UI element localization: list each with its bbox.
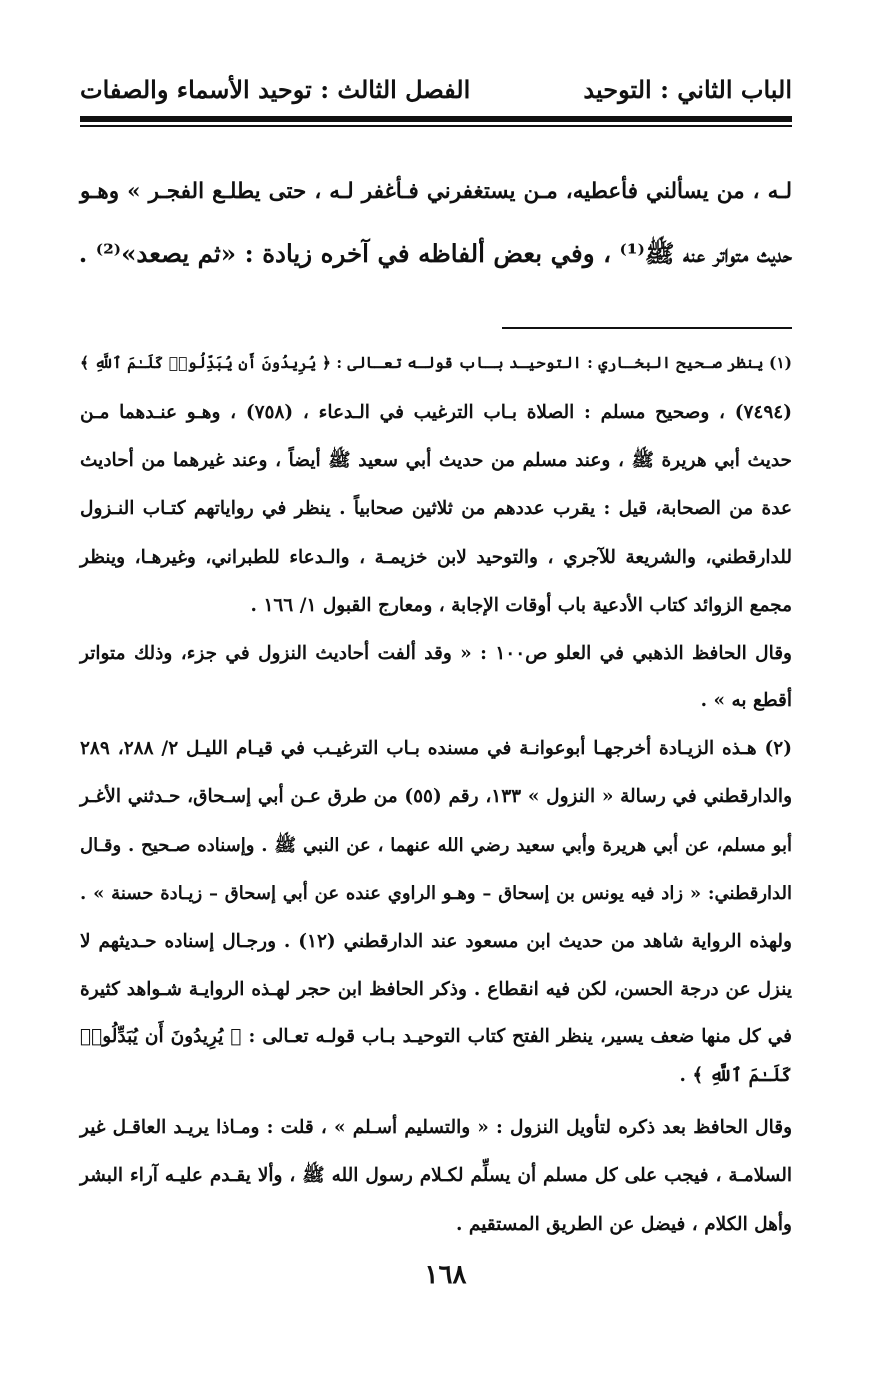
footnote-line: الدارقطني: « زاد فيه يونس بن إسحاق – وهـو الراوي عنده عن أبي إسحاق – زيـادة حسنة » .: [80, 883, 792, 904]
footnote-line: ولهذه الرواية شاهد من حديث ابن مسعود عند الدارقطني (١٢) . ورجـال إسناده حـديثهم لا: [80, 931, 792, 952]
footnote-line: (٧٤٩٤) ، وصحيح مسلم : الصلاة بـاب الترغيب في الـدعاء ، (٧٥٨) ، وهـو عنـدهما مـن: [80, 402, 793, 423]
footnote-line: أبو مسلم، عن أبي هريرة وأبي سعيد رضي الله عنهما ، عن النبي ﷺ . وإسناده صـحيح . وقـال: [80, 835, 792, 856]
footnote-line: في كل منها ضعف يسير، ينظر الفتح كتاب التوحيـد بـاب قولـه تعـالى : ﴿ يُرِيدُونَ أَن يُبَدِّلُوا۟: [80, 1026, 792, 1047]
header-rule-thick: [80, 116, 792, 122]
footnote-line: وقال الحافظ الذهبي في العلو ص١٠٠ : « وقد ألفت أحاديث النزول في جزء، وذلك متواتر: [80, 643, 792, 664]
footnote-line: للدارقطني، والشريعة للآجري ، والتوحيد لابن خزيمـة ، والـدعاء للطبراني، وغيرهـا، وينظر: [80, 547, 792, 568]
footnote-line: ينزل عن درجة الحسن، لكن فيه انقطاع . وذكر الحافظ ابن حجر لهـذه الروايـة شـواهد كثيرة: [80, 979, 792, 1000]
footnote-line: (١) ينظر صـحيح البخـاري : التوحيـد بـاب قولـه تعـالى : ﴿ يُرِيدُونَ أَن يُبَدِّلُوا۟ كَلَـٰمَ ٱللَّهِ ﴾: [80, 353, 792, 372]
footnote-line: والدارقطني في رسالة « النزول » ١٣٣، رقم (٥٥) من طرق عـن أبي إسـحاق، حـدثني الأغـر: [80, 786, 793, 807]
footnote-line: عدة من الصحابة، قيل : يقرب عددهم من ثلاثين صحابياً . ينظر في رواياتهم كتـاب النـزول: [80, 498, 792, 519]
body-text-line: لـه ، من يسألني فأعطيه، مـن يستغفرني فـأغفر لـه ، حتى يطلـع الفجـر » وهـو: [80, 179, 792, 204]
footnote-separator: [502, 327, 792, 329]
header-rule-thin: [80, 125, 792, 127]
footnote-line: (٢) هـذه الزيـادة أخرجهـا أبوعوانـة في مسنده بـاب الترغيـب في قيـام الليـل ٢/ ٢٨٨، ٢٨٩: [80, 738, 792, 759]
header-chapter: الباب الثاني : التوحيد: [583, 75, 792, 104]
footnote-line: السلامـة ، فيجب على كل مسلم أن يسلِّم لكـلام رسول الله ﷺ ، وألا يقـدم عليـه آراء البشر: [80, 1165, 792, 1186]
footnote-line: كَلَـٰمَ ٱللَّهِ ﴾ .: [679, 1065, 792, 1086]
header-section: الفصل الثالث : توحيد الأسماء والصفات: [80, 75, 471, 104]
footnote-line: وقال الحافظ بعد ذكره لتأويل النزول : « والتسليم أسـلم » ، قلت : ومـاذا يريـد العاقـل غير: [80, 1117, 792, 1138]
running-header: [80, 70, 792, 110]
body-text-line: حديث متواتر عنه ﷺ⁽¹⁾ ، وفي بعض ألفاظه في آخره زيادة : «ثم يصعد»⁽²⁾ .: [78, 239, 792, 268]
footnote-line: حديث أبي هريرة ﷺ ، وعند مسلم من حديث أبي سعيد ﷺ أيضاً ، وعند غيرهما من أحاديث: [80, 450, 792, 471]
page-number: ١٦٨: [424, 1260, 467, 1290]
footnote-line: مجمع الزوائد كتاب الأدعية باب أوقات الإجابة ، ومعارج القبول ١/ ١٦٦ .: [250, 595, 792, 616]
footnote-line: وأهل الكلام ، فيضل عن الطريق المستقيم .: [456, 1214, 792, 1235]
footnote-line: أقطع به » .: [700, 690, 792, 711]
